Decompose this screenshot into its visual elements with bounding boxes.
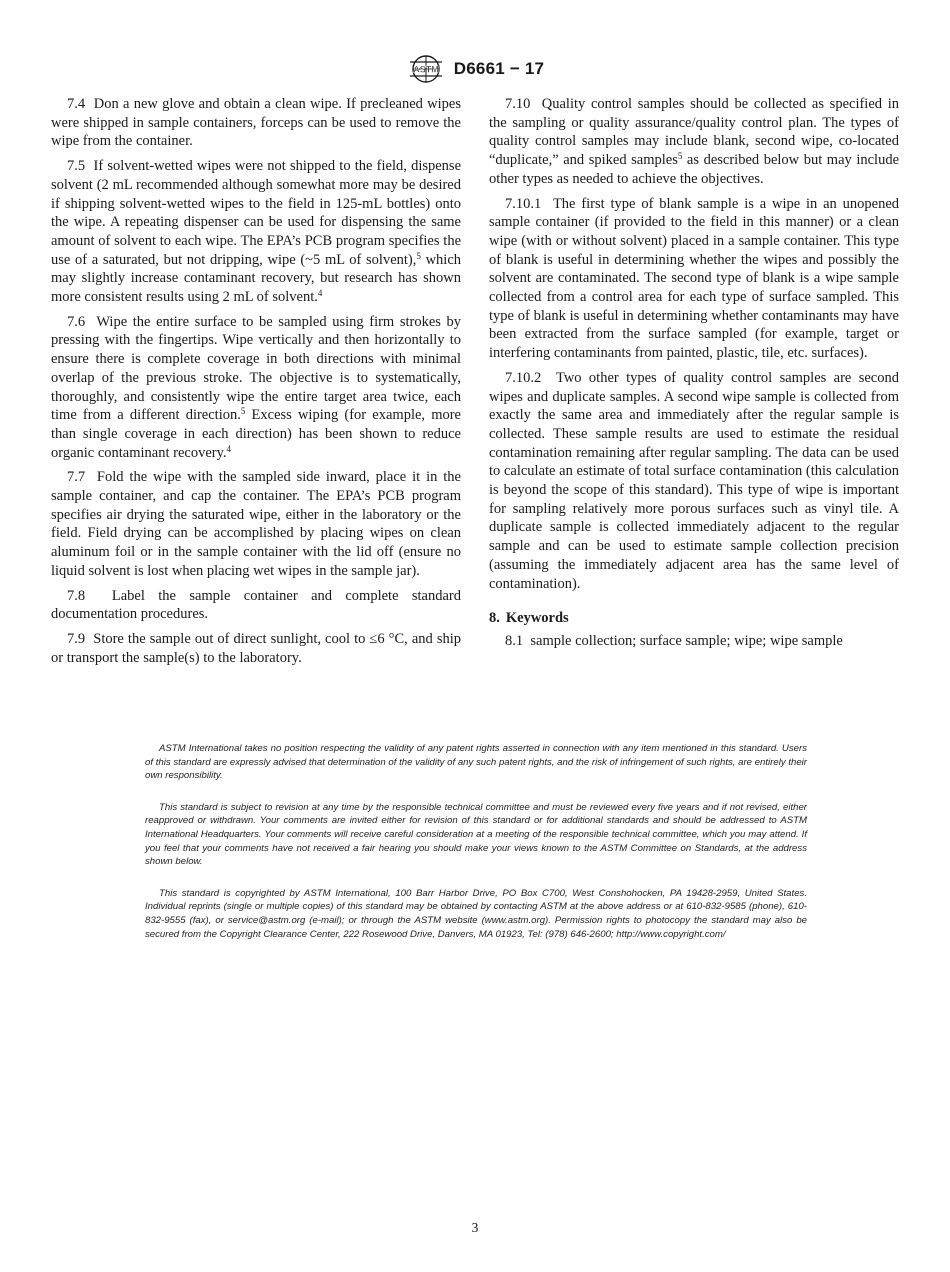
svg-text:ASTM: ASTM <box>413 64 439 75</box>
footnote-ref: 4 <box>226 443 232 454</box>
paragraph-7-10-1: 7.10.1 The first type of blank sample is a wipe in an unopened sample container (if provided to the field in this manner) or a clean wipe (with or without solvent) placed in a sample container. This type of blank is useful in determining whether the wipes and possibly the solvent are contaminated. The second type of blank is a wipe sample collected from a control area for each type of surface sampled. This type of blank is useful in determining whether contaminants may have been extracted from the surface sampled (for example, target or interfering contaminants from painted, plastic, tile, etc. surfaces). <box>489 195 900 362</box>
astm-logo-icon <box>406 54 446 84</box>
paragraph-7-5: 7.5 If solvent-wetted wipes were not shipped to the field, dispense solvent (2 mL recommended although somewhat more may be desired if shipping solvent-wetted wipes to the field in 125-mL bottles) onto the wipe. A repeating dispenser can be used for dispensing the same amount of solvent to each wipe. The EPA’s PCB program specifies the use of a saturated, but not dripping, wipe (~5 mL of solvent),$^5$ which may slightly increase contaminant recovery, but research has shown more consistent results using 2 mL of solvent.$^4$ <box>51 158 462 306</box>
footnote-ref: 4 <box>317 288 323 299</box>
keywords-heading: 8. Keywords <box>489 610 569 627</box>
paragraph-7-10: 7.10 Quality control samples should be collected as specified in the sampling or quality assurance/quality control plan. The types of quality control samples may include blank, second wipe, co-located “duplicate,” and spiked samples$^5$ as described below but may include other types as needed to achieve the objectives. <box>489 96 899 187</box>
paragraph-7-8: 7.8 Label the sample container and complete standard documentation procedures. <box>51 587 461 623</box>
revision-notice: This standard is subject to revision at any time by the responsible technical committee and must be reviewed every five years and if not revised, either reapproved or withdrawn. Your comments are invited either for revision of this standard or for additional standards and should be addressed to ASTM International Headquarters. Your comments will receive careful consideration at a meeting of the responsible technical committee, which you may attend. If you feel that your comments have not received a fair hearing you should make your views known to the ASTM Committee on Standards, at the address shown below. <box>145 801 807 868</box>
page-header <box>0 52 950 86</box>
footnote-ref: 5 <box>240 406 246 417</box>
paragraph-7-4: 7.4 Don a new glove and obtain a clean wipe. If precleaned wipes were shipped in sample containers, forceps can be used to remove the wipe from the container. <box>51 96 462 150</box>
copyright-notices <box>145 742 807 959</box>
copyright-notice: This standard is copyrighted by ASTM International, 100 Barr Harbor Drive, PO Box C700, West Conshohocken, PA 19428-2959, United States. Individual reprints (single or multiple copies) of this standard may be obtained by contacting ASTM at the above address or at 610-832-9585 (phone), 610-832-9555 (fax), or service@astm.org (e-mail); or through the ASTM website (www.astm.org). Permission rights to photocopy the standard may also be secured from the Copyright Clearance Center, 222 Rosewood Drive, Danvers, MA 01923, Tel: (978) 646-2600; http://www.copyright.com/ <box>145 887 807 940</box>
standard-designation: D6661 − 17 <box>453 59 545 78</box>
footnote-ref: 5 <box>677 151 683 162</box>
footnote-ref: 5 <box>416 250 421 261</box>
paragraph-7-10-2: 7.10.2 Two other types of quality control samples are second wipes and duplicate samples. A second wipe sample is collected from exactly the same area and immediately after the regular sample is collected. These sample results are used to estimate the residual contamination remaining after regular sampling. The data can be used to calculate an estimate of total surface contamination (this calculation is beyond the scope of this standard). This type of wipe is important for sampling relatively more porous surfaces such as vinyl tile. A duplicate sample is collected immediately adjacent to the regular sample and can be used to estimate sample collection precision (assuming the immediately adjacent area has the same level of contamination). <box>489 369 899 592</box>
paragraph-7-9: 7.9 Store the sample out of direct sunlight, cool to ≤6 °C, and ship or transport the sample(s) to the laboratory. <box>51 630 462 666</box>
patent-notice: ASTM International takes no position respecting the validity of any patent rights asserted in connection with any item mentioned in this standard. Users of this standard are expressly advised that determination of the validity of any such patent rights, and the risk of infringement of such rights, are entirely their own responsibility. <box>145 743 807 782</box>
page-number: 3 <box>471 1220 479 1235</box>
paragraph-7-7: 7.7 Fold the wipe with the sampled side inward, place it in the sample container, and cap the container. The EPA’s PCB program specifies air drying the saturated wipe, either in the laboratory or the field. Field drying can be accomplished by placing wipes on clean aluminum foil or in the sample container with the lid off (ensure no liquid solvent is lost when placing wet wipes in the sample jar). <box>51 469 461 579</box>
right-column <box>489 95 899 657</box>
paragraph-7-6: 7.6 Wipe the entire surface to be sampled using firm strokes by pressing with the fingertips. Wipe vertically and then horizontally to ensure there is complete coverage in both directions with minimal overlap of the previous stroke. The objective is to systematically, thoroughly, and consistently wipe the entire target area twice, each time from a different direction.$^5$ Excess wiping (for example, more than single coverage in each direction) has been shown to reduce organic contaminant recovery.$^4$ <box>51 313 461 461</box>
left-column <box>51 95 461 673</box>
paragraph-8-1: 8.1 sample collection; surface sample; wipe; wipe sample <box>505 632 843 649</box>
